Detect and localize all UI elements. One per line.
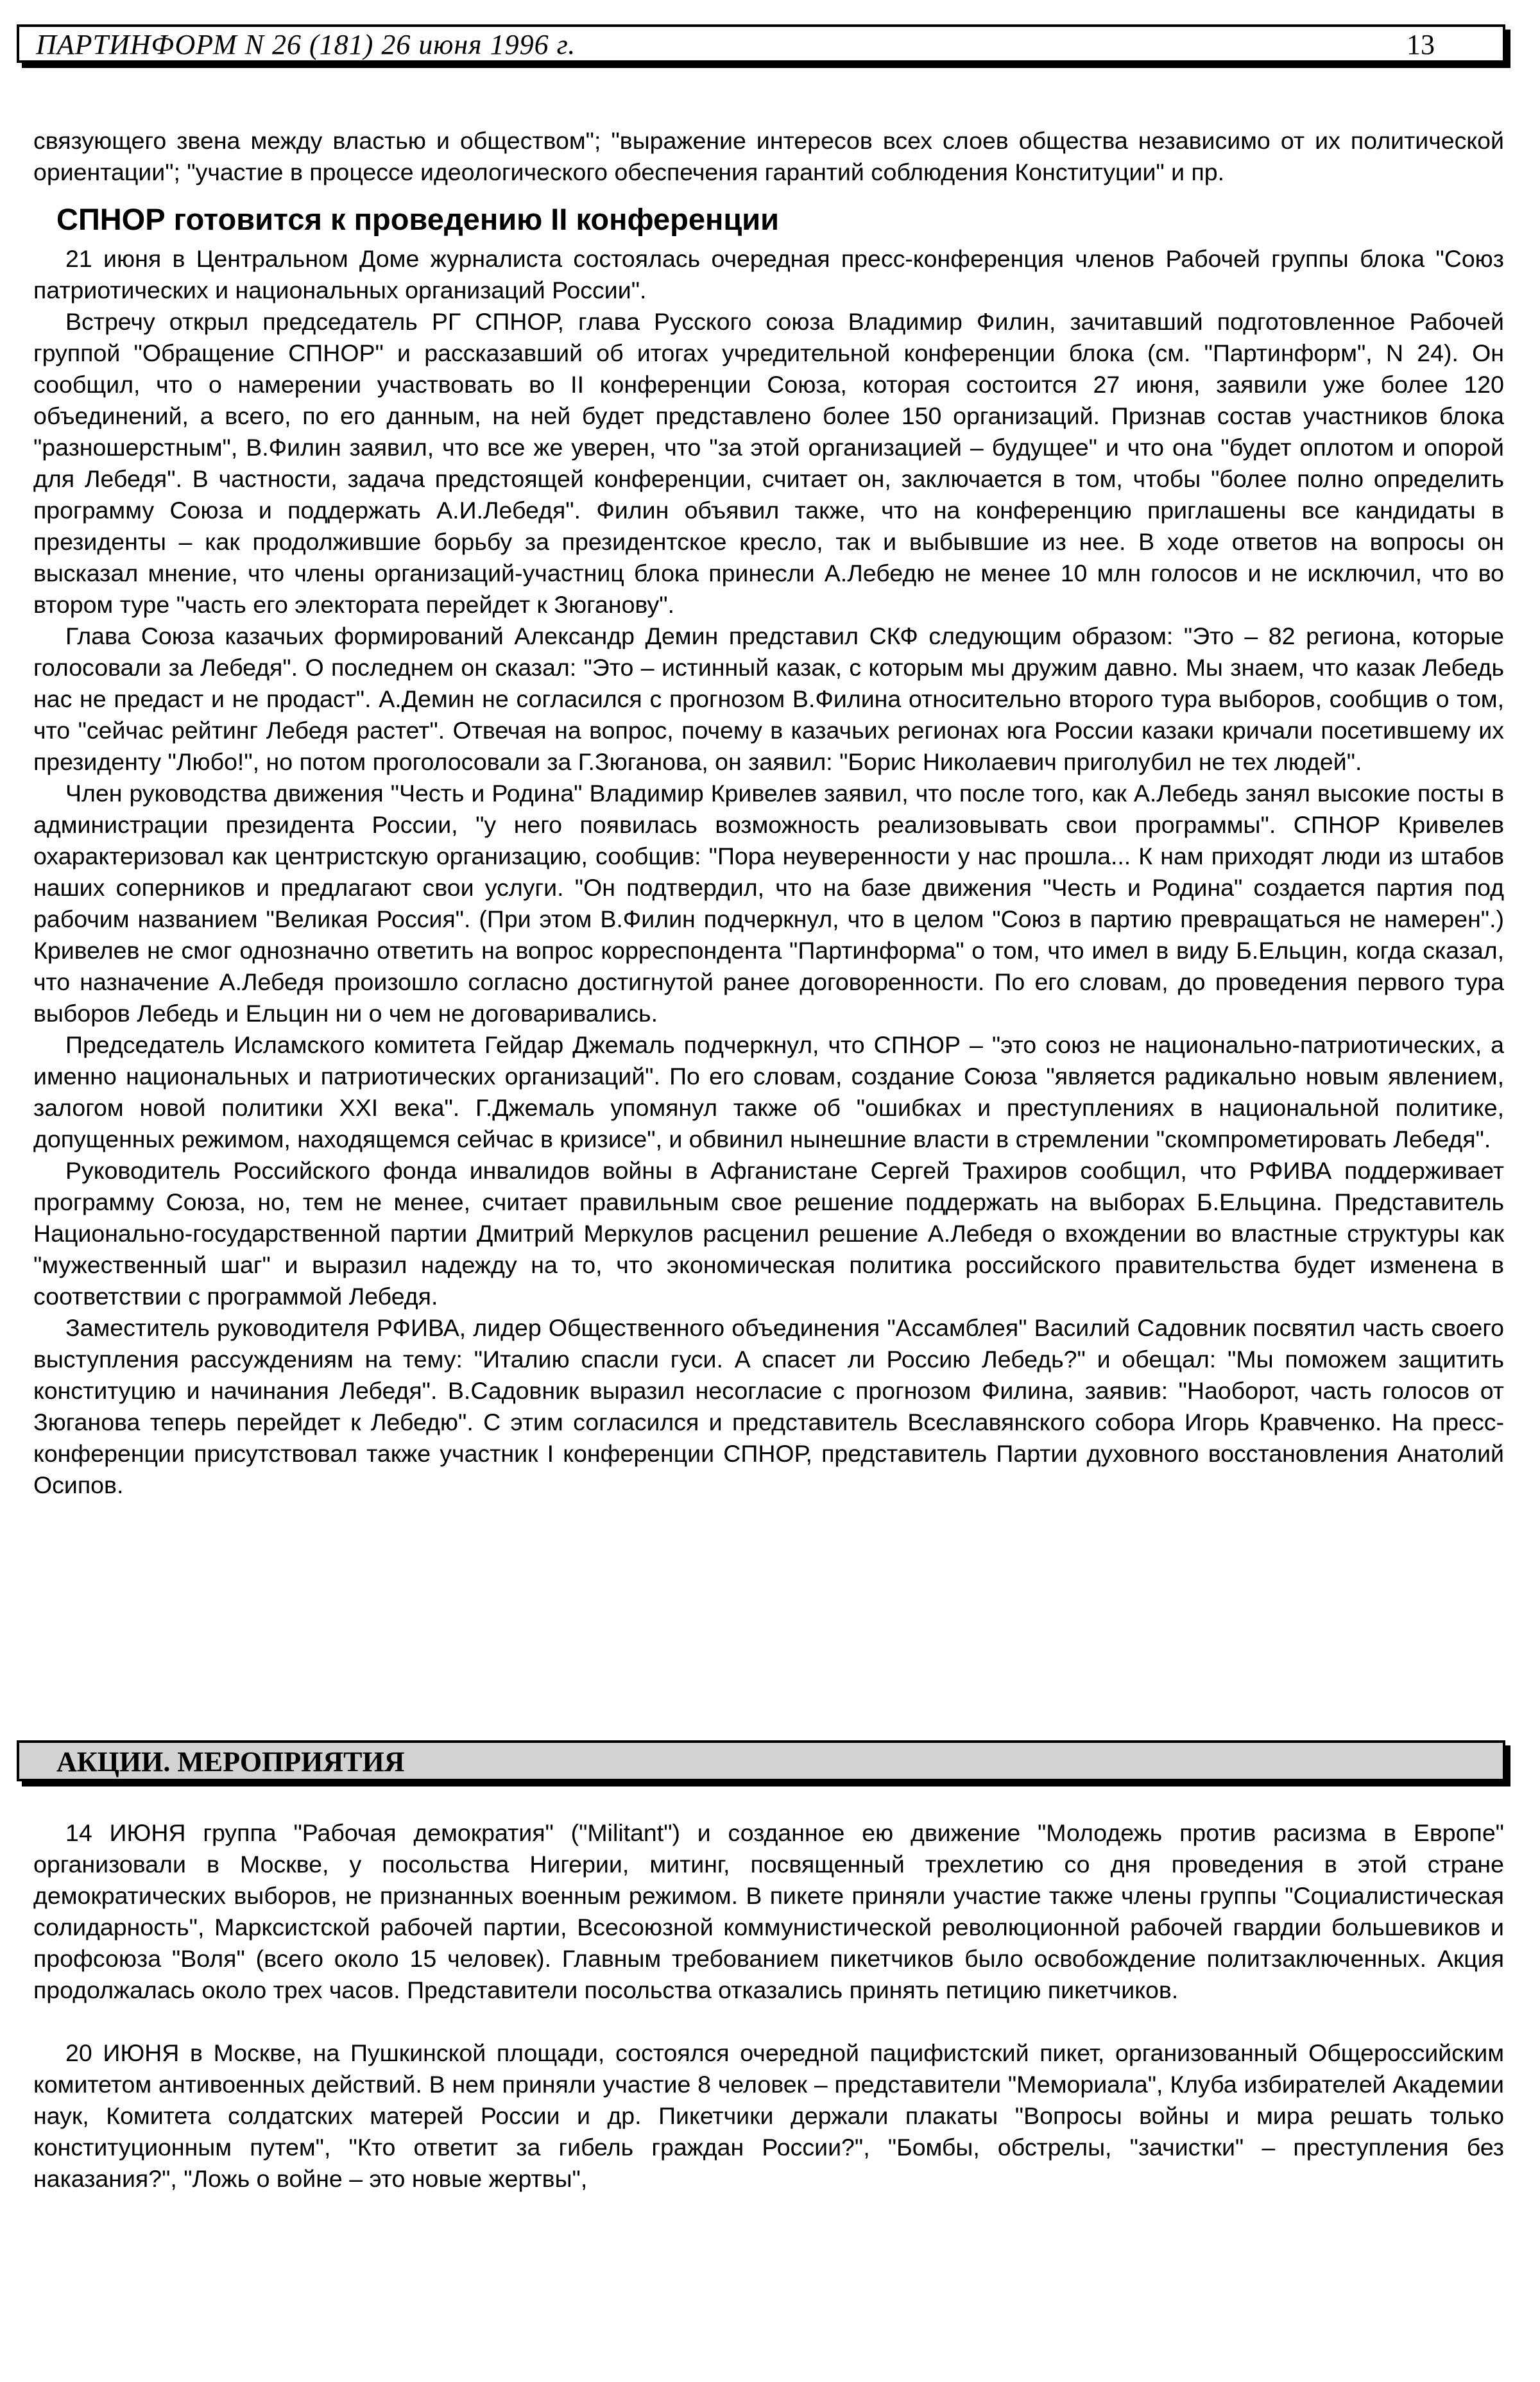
section-title: АКЦИИ. МЕРОПРИЯТИЯ <box>56 1746 405 1778</box>
article-column <box>33 125 1504 1501</box>
article-paragraph: Заместитель руководителя РФИВА, лидер Общественного объединения "Ассамблея" Василий Садовник посвятил часть своего выступления рассуждениям на тему: "Италию спасли гуси. А спасет ли Россию Лебедь?" и обещал: "Мы поможем защитить конституцию и начинания Лебедя". В.Садовник выразил несогласие с прогнозом Филина, заявив: "Наоборот, часть голосов от Зюганова теперь перейдет к Лебедю". С этим согласился и представитель Всеславянского собора Игорь Кравченко. На пресс-конференции присутствовал также участник I конференции СПНОР, представитель Партии духовного восстановления Анатолий Осипов. <box>33 1314 1504 1498</box>
events-column <box>33 1817 1504 2195</box>
article-paragraph: Глава Союза казачьих формирований Александр Демин представил СКФ следующим образом: "Это – 82 региона, которые голосовали за Лебедя". О последнем он сказал: "Это – истинный казак, с которым мы дружим давно. Мы знаем, что казак Лебедь нас не предаст и не продаст". А.Демин не согласился с прогнозом В.Филина относительно второго тура выборов, сообщив о том, что "сейчас рейтинг Лебедя растет". Отвечая на вопрос, почему в казачьих регионах юга России казаки кричали посетившему их президенту "Любо!", но потом проголосовали за Г.Зюганова, он заявил: "Борис Николаевич приголубил не тех людей". <box>33 622 1504 775</box>
article-paragraph: Руководитель Российского фонда инвалидов войны в Афганистане Сергей Трахиров сообщил, что РФИВА поддерживает программу Союза, но, тем не менее, считает правильным свое решение поддержать на выборах Б.Ельцина. Представитель Национально-государственной партии Дмитрий Меркулов расценил решение А.Лебедя о вхождении во властные структуры как "мужественный шаг" и выразил надежду на то, что экономическая политика российского правительства будет изменена в соответствии с программой Лебедя. <box>33 1157 1504 1310</box>
article-paragraph: Член руководства движения "Честь и Родина" Владимир Кривелев заявил, что после того, как А.Лебедь занял высокие посты в администрации президента России, "у него появилась возможность реализовывать свои программы". СПНОР Кривелев охарактеризовал как центристскую организацию, сообщив: "Пора неуверенности у нас прошла... К нам приходят люди из штабов наших соперников и предлагают свои услуги. "Он подтвердил, что на базе движения "Честь и Родина" создается партия под рабочим названием "Великая Россия". (При этом В.Филин подчеркнул, что в целом "Союз в партию превращаться не намерен".) Кривелев не смог однозначно ответить на вопрос корреспондента "Партинформа" о том, что имел в виду Б.Ельцин, когда сказал, что назначение А.Лебедя произошло согласно достигнутой ранее договоренности. По его словам, до проведения первого тура выборов Лебедь и Ельцин ни о чем не договаривались. <box>33 780 1504 1027</box>
page-header <box>17 24 1505 63</box>
article-paragraph: Председатель Исламского комитета Гейдар Джемаль подчеркнул, что СПНОР – "это союз не национально-патриотических, а именно национальных и патриотических организаций". По его словам, создание Союза "является радикально новым явлением, залогом новой политики XXI века". Г.Джемаль упомянул также об "ошибках и преступлениях в национальной политике, допущенных режимом, находящемся сейчас в кризисе", и обвинил нынешние власти в стремлении "скомпрометировать Лебедя". <box>33 1031 1504 1152</box>
article-paragraph: 21 июня в Центральном Доме журналиста состоялась очередная пресс-конференция членов Рабочей группы блока "Союз патриотических и национальных организаций России". <box>33 245 1504 304</box>
event-paragraph: 14 ИЮНЯ группа "Рабочая демократия" ("Militant") и созданное ею движение "Молодежь против расизма в Европе" организовали в Москве, у посольства Нигерии, митинг, посвященный трехлетию со дня проведения в этой стране демократических выборов, не признанных военным режимом. В пикете приняли участие также члены группы "Социалистическая солидарность", Марксистской рабочей партии, Всесоюзной коммунистической революционной рабочей гвардии большевиков и профсоюза "Воля" (всего около 15 человек). Главным требованием пикетчиков было освобождение политзаключенных. Акция продолжалась около трех часов. Представители посольства отказались принять петицию пикетчиков. <box>33 1819 1504 2003</box>
page-number: 13 <box>1407 29 1435 60</box>
section-header <box>17 1740 1505 1781</box>
article-paragraph: Встречу открыл председатель РГ СПНОР, глава Русского союза Владимир Филин, зачитавший подготовленное Рабочей группой "Обращение СПНОР" и рассказавший об итогах учредительной конференции блока (см. "Партинформ", N 24). Он сообщил, что о намерении участвовать во II конференции Союза, которая состоится 27 июня, заявили уже более 120 объединений, а всего, по его данным, на ней будет представлено более 150 организаций. Признав состав участников блока "разношерстным", В.Филин заявил, что все же уверен, что "за этой организацией – будущее" и что она "будет оплотом и опорой для Лебедя". В частности, задача предстоящей конференции, считает он, заключается в том, чтобы "более полно определить программу Союза и поддержать А.И.Лебедя". Филин объявил также, что на конференцию приглашены все кандидаты в президенты – как продолжившие борьбу за президентское кресло, так и выбывшие из нее. В ходе ответов на вопросы он высказал мнение, что члены организаций-участниц блока принесли А.Лебедю не менее 10 млн голосов и не исключил, что во втором туре "часть его электората перейдет к Зюганову". <box>33 308 1504 618</box>
publication-title: ПАРТИНФОРМ N 26 (181) 26 июня 1996 г. <box>36 29 576 60</box>
intro-paragraph: связующего звена между властью и обществом"; "выражение интересов всех слоев общества независимо от их политической ориентации"; "участие в процессе идеологического обеспечения гарантий соблюдения Конституции" и пр. <box>33 127 1504 185</box>
article-title: СПНОР готовится к проведению II конференции <box>56 202 780 236</box>
event-paragraph: 20 ИЮНЯ в Москве, на Пушкинской площади, состоялся очередной пацифистский пикет, организованный Общероссийским комитетом антивоенных действий. В нем приняли участие 8 человек – представители "Мемориала", Клуба избирателей Академии наук, Комитета солдатских матерей России и др. Пикетчики держали плакаты "Вопросы войны и мира решать только конституционным путем", "Кто ответит за гибель граждан России?", "Бомбы, обстрелы, "зачистки" – преступления без наказания?", "Ложь о войне – это новые жертвы", <box>33 2039 1504 2192</box>
